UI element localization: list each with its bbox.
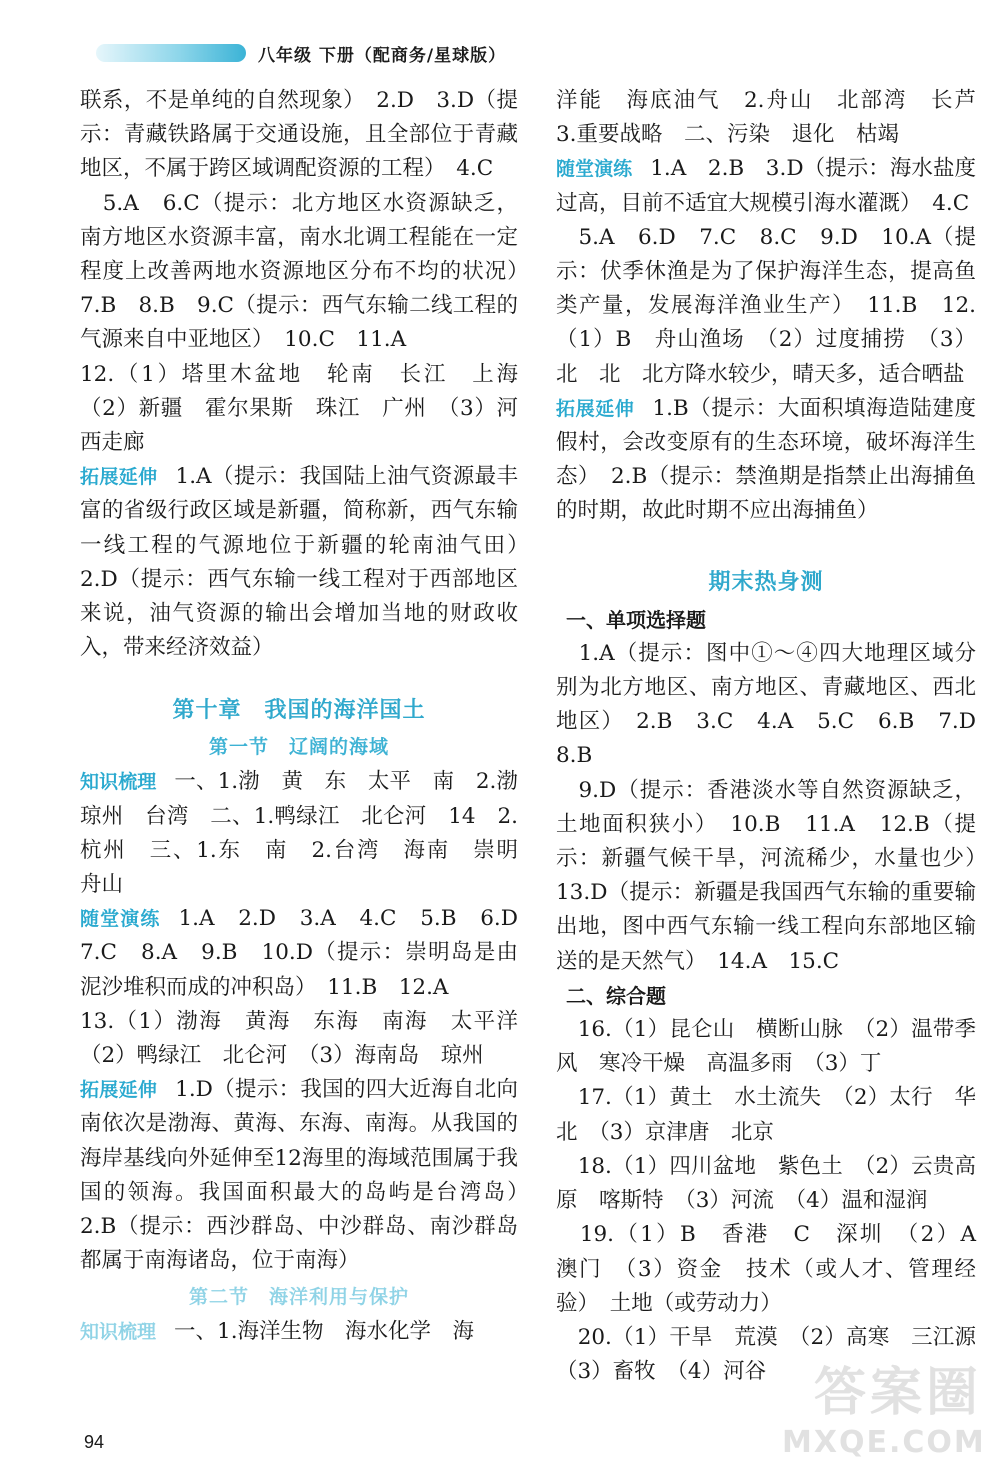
answer-text: 1.B（提示：大面积填海造陆建度假村，会改变原有的生态环境，破坏海洋生态） 2.B（提示：禁渔期是指禁止出海捕鱼的时期，故此时期不应出海捕鱼） xyxy=(556,395,976,524)
section-tag: 拓展延伸 xyxy=(80,466,158,489)
answer-paragraph xyxy=(556,152,976,220)
answer-text: 一、1.渤 黄 东 太平 南 2.渤 琼州 台湾 二、1.鸭绿江 北仑河 14 2.杭州 三、1.东 南 2.台湾 海南 崇明 舟山 xyxy=(80,769,540,898)
page-number: 94 xyxy=(84,1432,105,1452)
answer-paragraph: 17.（1）黄土 水土流失 （2）太行 华北 （3）京津唐 北京 xyxy=(556,1085,976,1145)
answer-paragraph: 9.D（提示：香港淡水等自然资源缺乏，土地面积狭小） 10.B 11.A 12.B（提示：新疆气候干旱，河流稀少，水量也少） 13.D（提示：新疆是我国西气东输的重要输出地，图中西气东输一线工程向东部地区输送的是天然气） 14.A 15.C xyxy=(556,777,998,974)
section-title: 第二节 海洋利用与保护 xyxy=(188,1285,409,1308)
answer-paragraph: 20.（1）干旱 荒漠 （2）高寒 三江源 （3）畜牧 （4）河谷 xyxy=(556,1324,998,1385)
answer-text: 1.A（提示：我国陆上油气资源最丰富的省级行政区域是新疆，简称新，西气东输一线工程的气源地位于新疆的轮南油气田） 2.D（提示：西气东输一线工程对于西部地区来说，油气资源的输出会增加当地的财政收入，带来经济效益） xyxy=(80,464,540,661)
answer-paragraph xyxy=(80,765,540,902)
header-title: 八年级 下册（配商务/星球版） xyxy=(258,45,507,66)
section-tag: 随堂演练 xyxy=(556,158,633,181)
answer-text: 1.A 2.D 3.A 4.C 5.B 6.D 7.C 8.A 9.B 10.D（提示：崇明岛是由泥沙堆积而成的冲积岛） 11.B 12.A xyxy=(80,906,540,1000)
answer-paragraph: 1.A（提示：图中①～④四大地理区域分别为北方地区、南方地区、青藏地区、西北地区） 2.B 3.C 4.A 5.C 6.B 7.D 8.B xyxy=(556,640,998,769)
section-title: 第一节 辽阔的海域 xyxy=(208,736,389,759)
answer-paragraph xyxy=(80,1073,540,1278)
answer-paragraph: 16.（1）昆仑山 横断山脉 （2）温带季风 寒冷干燥 高温多雨 （3）丁 xyxy=(556,1017,976,1077)
answer-paragraph: 联系，不是单纯的自然现象） 2.D 3.D（提示：青藏铁路属于交通设施，且全部位于青藏地区，不属于跨区域调配资源的工程） 4.C xyxy=(80,88,518,182)
watermark-url: MXQE.COM xyxy=(782,1425,986,1460)
answer-paragraph xyxy=(556,392,976,529)
section-tag: 知识梳理 xyxy=(80,771,157,794)
answer-text: 1.A 2.B 3.D（提示：海水盐度过高，目前不适宜大规模引海水灌溉） 4.C xyxy=(556,156,976,216)
answer-text: 一、1.海洋生物 海水化学 海 xyxy=(174,1318,475,1344)
part-title: 一、单项选择题 xyxy=(566,607,706,632)
header-decoration xyxy=(96,44,246,62)
section-tag: 随堂演练 xyxy=(80,908,161,931)
watermark xyxy=(782,1350,986,1460)
watermark-logo-text: 答案圈 xyxy=(813,1363,982,1423)
answer-paragraph: 18.（1）四川盆地 紫色土 （2）云贵高原 喀斯特 （3）河流 （4）温和湿润 xyxy=(556,1153,976,1214)
right-column xyxy=(556,84,998,1389)
answer-paragraph xyxy=(80,902,540,1005)
exam-title: 期末热身测 xyxy=(708,569,824,595)
section-tag: 知识梳理 xyxy=(80,1320,157,1343)
answer-paragraph: 5.A 6.C（提示：北方地区水资源缺乏，南方地区水资源丰富，南水北调工程能在一定程度上改善两地水资源地区分布不均的状况） 7.B 8.B 9.C（提示：西气东输二线工程的气源来自中亚地区） 10.C 11.A xyxy=(80,190,540,353)
section-tag: 拓展延伸 xyxy=(556,397,635,420)
answer-paragraph xyxy=(80,1315,518,1349)
answer-paragraph: 洋能 海底油气 2.舟山 北部湾 长芦 3.重要战略 二、污染 退化 枯竭 xyxy=(556,88,998,148)
answer-paragraph: 19.（1）B 香港 C 深圳 （2）A 澳门 （3）资金 技术（或人才、管理经验） 土地（或劳动力） xyxy=(556,1222,998,1316)
chapter-title: 第十章 我国的海洋国土 xyxy=(172,698,426,724)
part-title: 二、综合题 xyxy=(566,983,666,1008)
answer-text: 1.D（提示：我国的四大近海自北向南依次是渤海、黄海、东海、南海。从我国的海岸基线向外延伸至12海里的海域范围属于我国的领海。我国面积最大的岛屿是台湾岛） 2.B（提示：西沙群岛、中沙群岛、南沙群岛都属于南海诸岛，位于南海） xyxy=(80,1077,540,1274)
answer-paragraph xyxy=(80,460,540,665)
answer-paragraph: 5.A 6.D 7.C 8.C 9.D 10.A（提示：伏季休渔是为了保护海洋生态，提高鱼类产量，发展海洋渔业生产） 11.B 12.（1）B 舟山渔场 （2）过度捕捞 （3）北 北 北方降水较少，晴天多，适合晒盐 xyxy=(556,224,976,387)
answer-paragraph: 12.（1）塔里木盆地 轮南 长江 上海 （2）新疆 霍尔果斯 珠江 广州 （3）河西走廊 xyxy=(80,361,540,456)
answer-paragraph: 13.（1）渤海 黄海 东海 南海 太平洋 （2）鸭绿江 北仑河 （3）海南岛 琼州 xyxy=(80,1008,540,1069)
left-column xyxy=(80,84,540,1349)
page-header xyxy=(96,38,506,68)
section-tag: 拓展延伸 xyxy=(80,1079,158,1102)
